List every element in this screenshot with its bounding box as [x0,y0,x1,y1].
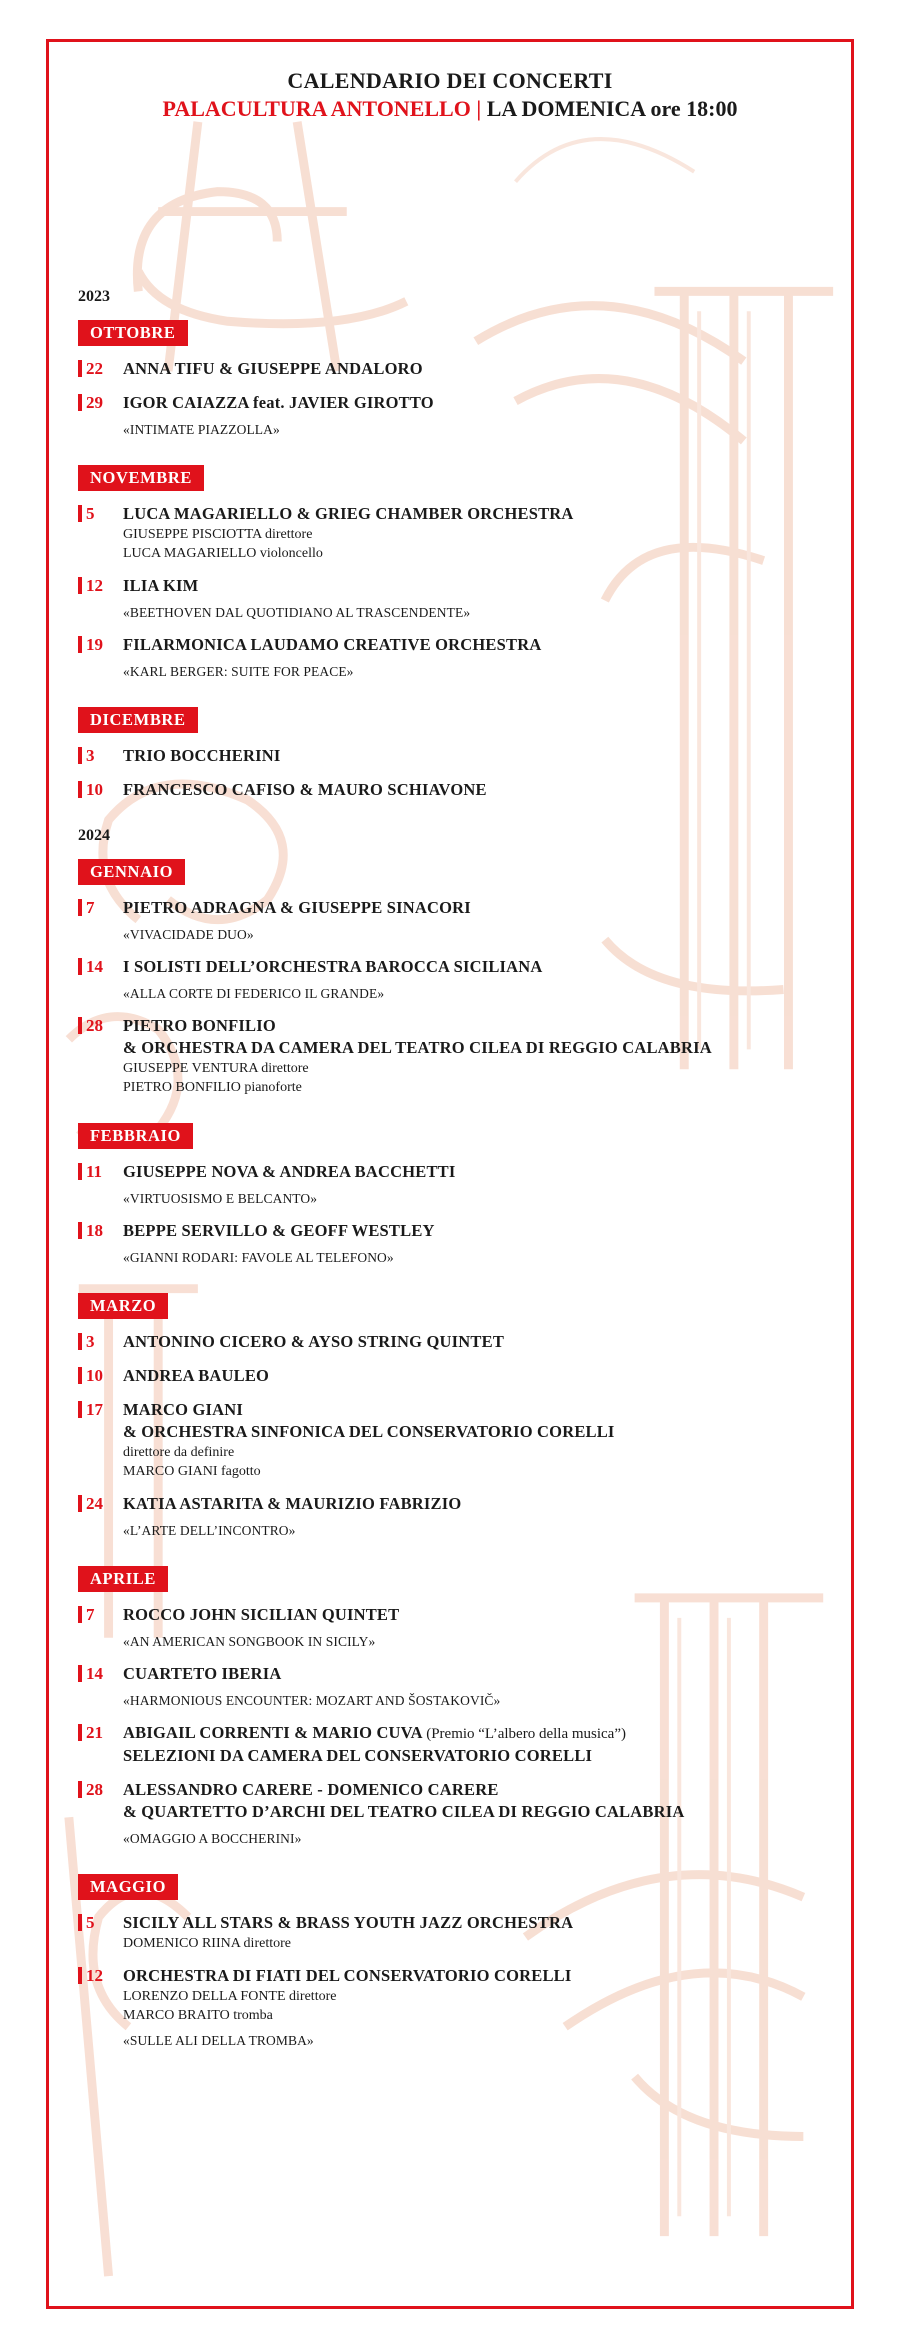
event-title-line [123,1331,838,1353]
year-block [78,288,838,801]
event-title: IGOR CAIAZZA feat. JAVIER GIROTTO [123,393,434,412]
event-marker [78,958,82,975]
event-marker [78,577,82,594]
event-item [78,745,838,767]
event-marker [78,1163,82,1180]
event-item [78,1220,838,1267]
event-subtitle: «L’ARTE DELL’INCONTRO» [123,1523,296,1538]
event-detail: DOMENICO RIINA direttore [123,1936,291,1951]
event-title-line [123,1399,838,1421]
event-marker [78,360,82,377]
year-label: 2023 [78,288,110,305]
month-group [78,1123,838,1267]
event-title-line [123,1912,838,1934]
venue-name: PALACULTURA ANTONELLO [162,96,471,121]
event-title-line [123,1493,838,1515]
event-day: 11 [86,1162,103,1181]
event-marker [78,1401,82,1418]
event-item [78,392,838,439]
event-title-second: SELEZIONI DA CAMERA DEL CONSERVATORIO CORELLI [123,1746,593,1765]
event-title: ILIA KIM [123,576,199,595]
event-marker [78,1724,82,1741]
event-subtitle: «SULLE ALI DELLA TROMBA» [123,2033,314,2048]
event-marker [78,747,82,764]
event-title-line [123,358,838,380]
event-item [78,575,838,622]
event-title-line [123,1161,838,1183]
event-title: SICILY ALL STARS & BRASS YOUTH JAZZ ORCHESTRA [123,1913,574,1932]
calendar-frame [46,39,854,2309]
event-title: LUCA MAGARIELLO & GRIEG CHAMBER ORCHESTRA [123,504,574,523]
event-detail: MARCO GIANI fagotto [123,1464,261,1479]
year-block [78,827,838,2050]
month-badge: OTTOBRE [78,320,188,346]
event-item [78,1015,838,1097]
event-item [78,1161,838,1208]
event-item [78,634,838,681]
event-day: 10 [86,1366,103,1385]
event-item [78,1331,838,1353]
month-badge: APRILE [78,1566,168,1592]
header [49,68,851,122]
month-group [78,1293,838,1540]
event-day: 14 [86,1664,103,1683]
event-title: PIETRO ADRAGNA & GIUSEPPE SINACORI [123,898,471,917]
event-marker [78,1967,82,1984]
event-marker [78,1606,82,1623]
event-detail: LUCA MAGARIELLO violoncello [123,546,323,561]
event-day: 17 [86,1400,103,1419]
event-title-line [123,634,838,656]
event-title-line [123,1365,838,1387]
month-badge: GENNAIO [78,859,185,885]
event-title-line [123,1779,838,1801]
event-subtitle: «KARL BERGER: SUITE FOR PEACE» [123,664,354,679]
event-item [78,1722,838,1767]
month-header [78,707,838,745]
event-item [78,1912,838,1953]
event-day: 5 [86,1913,95,1932]
event-item [78,503,838,563]
event-title-second: & ORCHESTRA SINFONICA DEL CONSERVATORIO CORELLI [123,1422,615,1441]
event-title-line [123,1604,838,1626]
event-title-line [123,392,838,414]
event-title: ALESSANDRO CARERE - DOMENICO CARERE [123,1780,499,1799]
year-label: 2024 [78,827,110,844]
event-marker [78,636,82,653]
event-day: 7 [86,1605,95,1624]
event-title: ANNA TIFU & GIUSEPPE ANDALORO [123,359,423,378]
event-marker [78,1665,82,1682]
event-day: 29 [86,393,103,412]
event-day: 22 [86,359,103,378]
event-marker [78,781,82,798]
event-marker [78,394,82,411]
event-title-line [123,1965,838,1987]
month-group [78,320,838,439]
event-title: ORCHESTRA DI FIATI DEL CONSERVATORIO CORELLI [123,1966,572,1985]
event-title-line [123,1663,838,1685]
month-badge: DICEMBRE [78,707,198,733]
event-item [78,1604,838,1651]
month-header [78,1123,838,1161]
event-subtitle: «VIRTUOSISMO E BELCANTO» [123,1191,318,1206]
event-marker [78,899,82,916]
event-marker [78,1367,82,1384]
event-marker [78,1017,82,1034]
schedule-text: LA DOMENICA ore 18:00 [486,96,738,121]
event-title-line [123,1722,838,1745]
event-marker [78,1781,82,1798]
month-group [78,1874,838,2050]
event-day: 14 [86,957,103,976]
event-item [78,1365,838,1387]
event-title: ROCCO JOHN SICILIAN QUINTET [123,1605,400,1624]
event-title: PIETRO BONFILIO [123,1016,276,1035]
event-detail: GIUSEPPE VENTURA direttore [123,1061,309,1076]
month-badge: MAGGIO [78,1874,178,1900]
event-title-second: & QUARTETTO D’ARCHI DEL TEATRO CILEA DI REGGIO CALABRIA [123,1802,685,1821]
event-title-line [123,1015,838,1037]
event-title-line [123,1220,838,1242]
month-group [78,707,838,801]
event-subtitle: «AN AMERICAN SONGBOOK IN SICILY» [123,1634,376,1649]
event-day: 12 [86,576,103,595]
event-marker [78,1333,82,1350]
event-item [78,1493,838,1540]
venue-line [49,96,851,122]
event-subtitle: «OMAGGIO A BOCCHERINI» [123,1831,302,1846]
event-item [78,1779,838,1848]
event-title-line [123,897,838,919]
event-title: MARCO GIANI [123,1400,243,1419]
month-header [78,320,838,358]
event-detail: GIUSEPPE PISCIOTTA direttore [123,527,313,542]
event-subtitle: «INTIMATE PIAZZOLLA» [123,422,280,437]
month-badge: FEBBRAIO [78,1123,193,1149]
month-header [78,1874,838,1912]
page-title: CALENDARIO DEI CONCERTI [287,68,613,93]
event-day: 12 [86,1966,103,1985]
event-title-line [123,745,838,767]
calendar-content [78,280,838,2076]
event-title-line [123,575,838,597]
event-title: BEPPE SERVILLO & GEOFF WESTLEY [123,1221,435,1240]
event-subtitle: «HARMONIOUS ENCOUNTER: MOZART AND ŠOSTAKOVIČ» [123,1693,501,1708]
event-subtitle: «ALLA CORTE DI FEDERICO IL GRANDE» [123,986,385,1001]
event-title: CUARTETO IBERIA [123,1664,282,1683]
event-day: 18 [86,1221,103,1240]
event-detail: direttore da definire [123,1445,235,1460]
month-badge: MARZO [78,1293,168,1319]
event-day: 3 [86,1332,95,1351]
event-detail: LORENZO DELLA FONTE direttore [123,1989,337,2004]
event-item [78,897,838,944]
event-item [78,779,838,801]
event-day: 3 [86,746,95,765]
month-header [78,1293,838,1331]
event-note: (Premio “L’albero della musica”) [426,1726,626,1742]
month-header [78,1566,838,1604]
event-title: I SOLISTI DELL’ORCHESTRA BAROCCA SICILIANA [123,957,543,976]
event-subtitle: «BEETHOVEN DAL QUOTIDIANO AL TRASCENDENTE» [123,605,471,620]
event-day: 28 [86,1016,103,1035]
event-detail: PIETRO BONFILIO pianoforte [123,1080,302,1095]
event-title: ANDREA BAULEO [123,1366,270,1385]
event-marker [78,1495,82,1512]
event-subtitle: «VIVACIDADE DUO» [123,927,254,942]
event-item [78,358,838,380]
event-day: 28 [86,1780,103,1799]
event-title-second: & ORCHESTRA DA CAMERA DEL TEATRO CILEA DI REGGIO CALABRIA [123,1038,712,1057]
event-item [78,1399,838,1481]
month-group [78,1566,838,1848]
month-group [78,859,838,1097]
month-header [78,859,838,897]
event-day: 7 [86,898,95,917]
event-title-line [123,956,838,978]
event-title: ABIGAIL CORRENTI & MARIO CUVA [123,1723,422,1742]
event-title-line [123,503,838,525]
event-marker [78,1222,82,1239]
event-item [78,1663,838,1710]
month-badge: NOVEMBRE [78,465,204,491]
event-day: 21 [86,1723,103,1742]
month-group [78,465,838,681]
event-title-line [123,779,838,801]
event-subtitle: «GIANNI RODARI: FAVOLE AL TELEFONO» [123,1250,394,1265]
event-day: 10 [86,780,103,799]
event-day: 24 [86,1494,103,1513]
venue-separator: | [470,96,487,121]
event-item [78,956,838,1003]
event-title: FRANCESCO CAFISO & MAURO SCHIAVONE [123,780,487,799]
event-title: GIUSEPPE NOVA & ANDREA BACCHETTI [123,1162,456,1181]
event-title: KATIA ASTARITA & MAURIZIO FABRIZIO [123,1494,462,1513]
event-marker [78,505,82,522]
event-day: 19 [86,635,103,654]
event-marker [78,1914,82,1931]
event-title: ANTONINO CICERO & AYSO STRING QUINTET [123,1332,505,1351]
event-day: 5 [86,504,95,523]
event-item [78,1965,838,2050]
event-title: TRIO BOCCHERINI [123,746,281,765]
month-header [78,465,838,503]
event-title: FILARMONICA LAUDAMO CREATIVE ORCHESTRA [123,635,542,654]
event-detail: MARCO BRAITO tromba [123,2008,273,2023]
